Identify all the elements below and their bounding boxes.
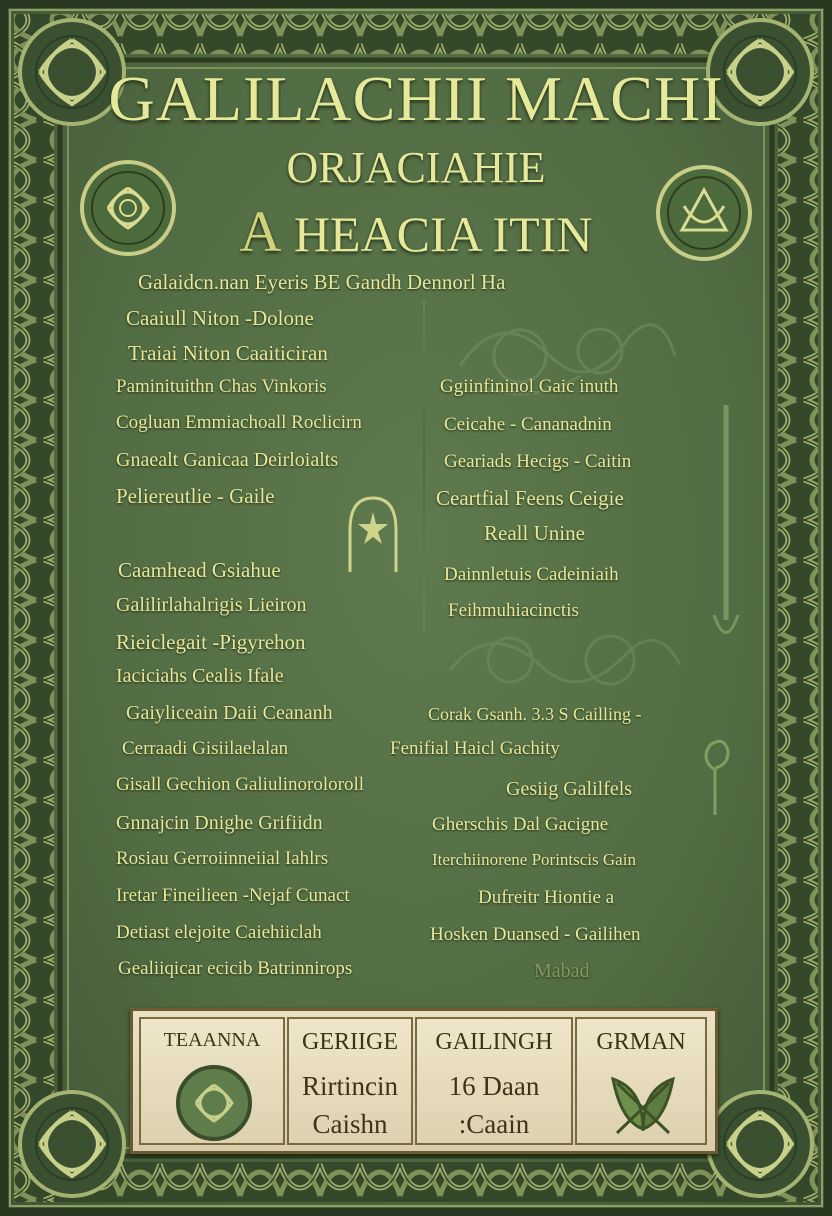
vertical-flourish-icon <box>706 400 746 650</box>
panel-cell-line: :Caain <box>458 1109 530 1139</box>
panel-cell-heading: GRMAN <box>596 1029 686 1055</box>
text-line: Ceartfial Feens Ceigie <box>436 486 624 510</box>
page-subtitle: ORJACIAHIE <box>286 143 546 192</box>
text-line: Corak Gsanh. 3.3 S Cailling - <box>428 704 642 724</box>
text-line: Paminituithn Chas Vinkoris <box>116 376 327 397</box>
text-line: Iaciciahs Cealis Ifale <box>116 665 284 687</box>
drop-initial: A <box>239 199 282 264</box>
info-panel <box>130 1008 718 1154</box>
knot-medallion-icon <box>78 158 178 258</box>
page-title: GALILACHII MACHI <box>108 63 724 134</box>
text-line: Peliereutlie - Gaile <box>116 484 275 508</box>
subheading-text: HEACIA ITIN <box>293 206 593 262</box>
text-line: Rosiau Gerroiinneiial Iahlrs <box>116 848 329 869</box>
text-line: Feihmuhiacinctis <box>448 600 579 621</box>
panel-cell <box>415 1017 573 1145</box>
text-line: Ggiinfininol Gaic inuth <box>440 376 619 397</box>
text-line: Detiast elejoite Caiehiiclah <box>116 922 322 943</box>
text-line: Hosken Duansed - Gailihen <box>430 924 641 945</box>
text-line: Gealiiqicar ecicib Batrinnirops <box>118 958 353 979</box>
text-line: Gisall Gechion Galiulinoroloroll <box>116 774 365 795</box>
panel-cell-line: Rirtincin <box>302 1071 398 1101</box>
text-line: Galilirlahalrigis Lieiron <box>116 594 307 616</box>
text-line: Gesiig Galilfels <box>506 778 633 800</box>
panel-cell-heading: GERIIGE <box>302 1029 398 1055</box>
text-line: Cogluan Emmiachoall Roclicirn <box>116 412 362 433</box>
knot-medallion-icon <box>654 158 754 268</box>
star-arch-icon <box>338 492 408 582</box>
spiral-flourish-icon <box>690 730 740 820</box>
text-line: Traiai Niton Caaiticiran <box>128 341 328 365</box>
text-line: Geariads Hecigs - Caitin <box>444 451 632 472</box>
text-line: Dufreitr Hiontie a <box>478 887 615 908</box>
panel-cell-line: 16 Daan <box>448 1071 540 1101</box>
text-line: Fenifial Haicl Gachity <box>390 738 560 759</box>
faint-knot-decoration-icon <box>440 610 690 710</box>
text-line: Dainnletuis Cadeiniaih <box>444 564 619 585</box>
panel-cell-heading: GAILINGH <box>435 1029 553 1055</box>
text-line: Gnnajcin Dnighe Grifiidn <box>116 812 323 834</box>
column-divider <box>423 300 425 630</box>
text-line: Gaiyliceain Daii Ceananh <box>126 702 333 724</box>
text-line: Iterchiinorene Porintscis Gain <box>432 850 636 869</box>
text-line: Mabad <box>534 960 590 982</box>
text-line: Cerraadi Gisiilaelalan <box>122 738 289 759</box>
text-line: Caamhead Gsiahue <box>118 558 281 582</box>
panel-cell-heading: TEAANNA <box>163 1029 261 1051</box>
panel-cell-line: Caishn <box>312 1109 388 1139</box>
panel-cell <box>287 1017 413 1145</box>
text-line: Gherschis Dal Gacigne <box>432 814 609 835</box>
text-line: Gnaealt Ganicaa Deirloialts <box>116 449 339 471</box>
leaf-emblem-icon <box>607 1069 679 1139</box>
panel-cell <box>139 1017 285 1145</box>
text-line: Ceicahe - Cananadnin <box>444 414 612 435</box>
text-line: Caaiull Niton -Dolone <box>126 306 314 330</box>
panel-cell <box>575 1017 707 1145</box>
text-line: Rieiclegait -Pigyrehon <box>116 630 306 654</box>
text-line: Reall Unine <box>484 521 585 545</box>
knot-emblem-icon <box>174 1063 254 1143</box>
text-line: Galaidcn.nan Eyeris BE Gandh Dennorl Ha <box>138 270 506 294</box>
text-line: Iretar Fineilieen -Nejaf Cunact <box>116 885 350 906</box>
